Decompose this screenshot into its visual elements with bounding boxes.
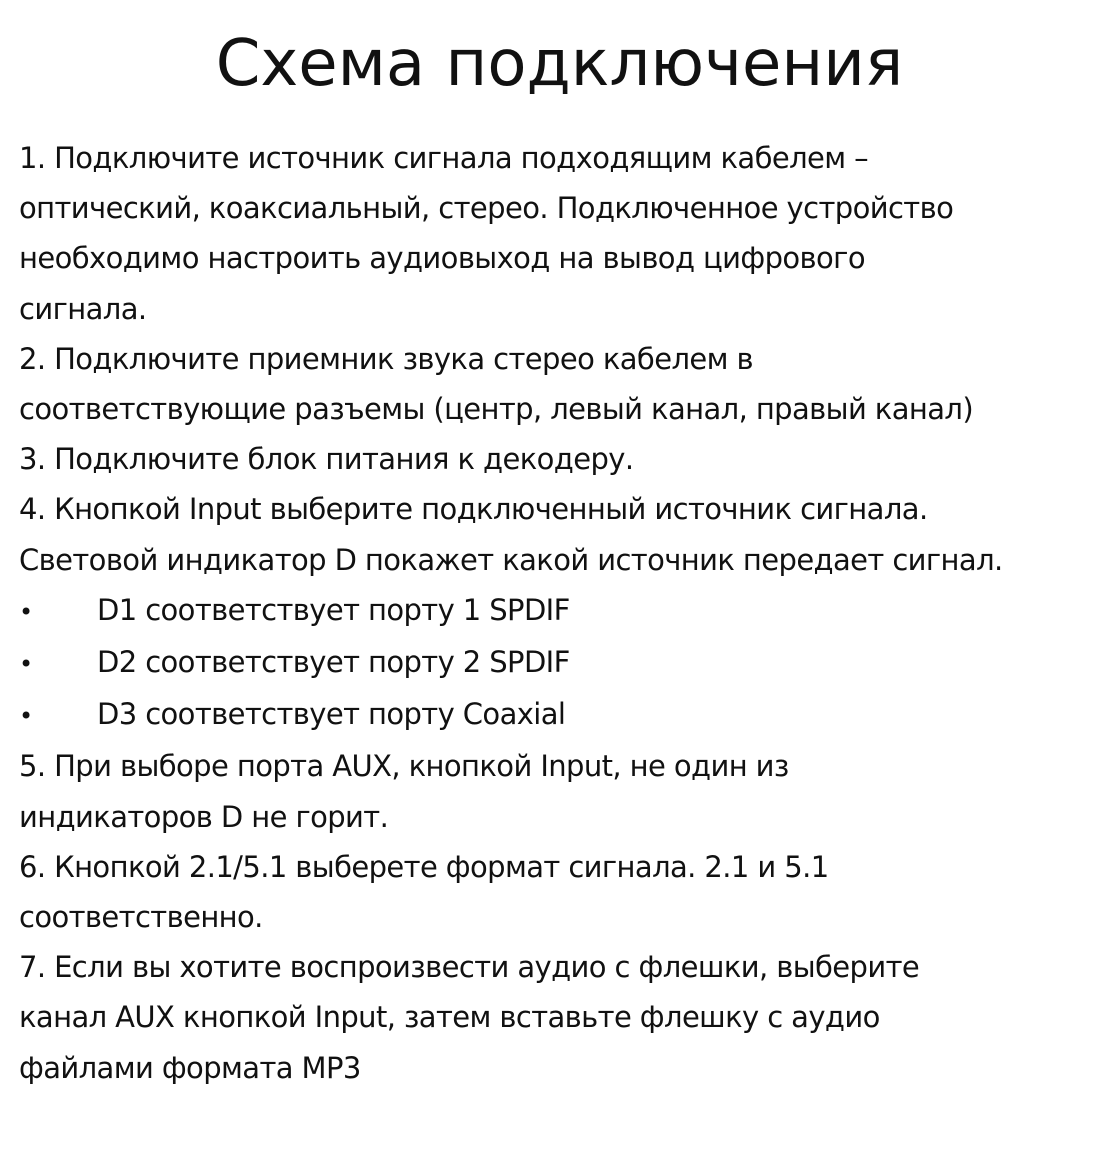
bullet-text: D2 соответствует порту 2 SPDIF: [97, 645, 570, 680]
text-line: необходимо настроить аудиовыход на вывод цифрового: [19, 241, 865, 276]
text-line: сигнала.: [19, 291, 147, 326]
page-title: Схема подключения: [215, 27, 904, 101]
text-line: Световой индикатор D покажет какой источник передает сигнал.: [19, 542, 1003, 577]
text-line: 4. Кнопкой Input выберите подключенный источник сигнала.: [19, 492, 928, 527]
text-line: канал AUX кнопкой Input, затем вставьте флешку с аудио: [19, 1000, 880, 1035]
text-line: файлами формата MP3: [19, 1050, 361, 1085]
text-line: соответствующие разъемы (центр, левый канал, правый канал): [19, 392, 974, 427]
text-line: оптический, коаксиальный, стерео. Подключенное устройство: [19, 191, 954, 226]
bullet-text: D3 соответствует порту Coaxial: [97, 697, 566, 732]
text-line: 7. Если вы хотите воспроизвести аудио с флешки, выберите: [19, 950, 920, 985]
bullet-item: [19, 689, 1114, 741]
bullet-icon: •: [19, 597, 33, 626]
text-line: 5. При выборе порта AUX, кнопкой Input, не один из: [19, 749, 789, 784]
bullet-text: D1 соответствует порту 1 SPDIF: [97, 592, 570, 627]
text-line: соответственно.: [19, 900, 263, 935]
text-line: индикаторов D не горит.: [19, 799, 389, 834]
bullet-icon: •: [19, 702, 33, 731]
text-line: 1. Подключите источник сигнала подходящим кабелем –: [19, 141, 869, 175]
bullet-icon: •: [19, 650, 33, 679]
text-line: 2. Подключите приемник звука стерео кабелем в: [19, 341, 754, 376]
text-line: 6. Кнопкой 2.1/5.1 выберете формат сигнала. 2.1 и 5.1: [19, 849, 829, 884]
instructions-body: [19, 133, 1114, 1093]
text-line: 3. Подключите блок питания к декодеру.: [19, 442, 634, 477]
bullet-item: [19, 637, 1114, 689]
bullet-item: [19, 585, 1114, 637]
